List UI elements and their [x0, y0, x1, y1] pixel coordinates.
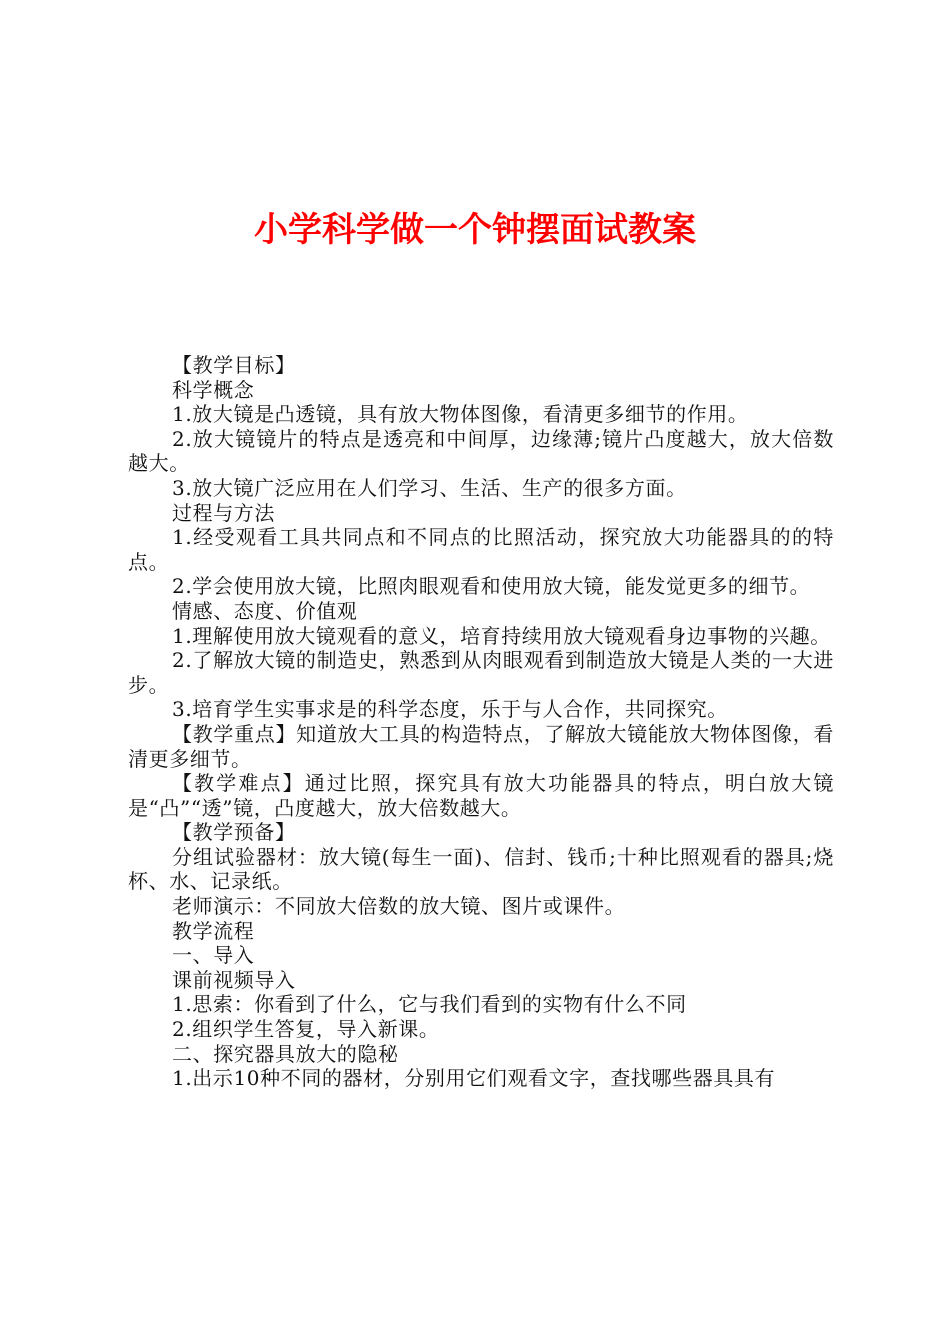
paragraph-difficulties: 【教学难点】通过比照，探究具有放大功能器具的特点，明白放大镜是“凸”“透”镜，凸度越大，放大倍数越大。	[128, 771, 834, 820]
subheading-process-methods: 过程与方法	[172, 500, 275, 525]
paragraph: 1.经受观看工具共同点和不同点的比照活动，探究放大功能器具的的特点。	[128, 525, 834, 574]
paragraph: 分组试验器材：放大镜(每生一面)、信封、钱币;十种比照观看的器具;烧杯、水、记录纸。	[128, 844, 834, 894]
subheading-concepts: 科学概念	[172, 377, 255, 402]
subheading-process: 教学流程	[172, 918, 255, 943]
paragraph: 2.学会使用放大镜，比照肉眼观看和使用放大镜，能发觉更多的细节。	[172, 574, 811, 599]
paragraph: 1.出示10种不同的器材，分别用它们观看文字，查找哪些器具具有	[172, 1066, 776, 1091]
paragraph: 1.思索：你看到了什么，它与我们看到的实物有什么不同	[172, 992, 687, 1017]
paragraph: 1.理解使用放大镜观看的意义，培育持续用放大镜观看身边事物的兴趣。	[172, 623, 831, 648]
paragraph: 老师演示：不同放大倍数的放大镜、图片或课件。	[172, 894, 626, 919]
document-body	[128, 353, 834, 1091]
subheading-values: 情感、态度、价值观	[172, 598, 358, 623]
paragraph-key-points: 【教学重点】知道放大工具的构造特点，了解放大镜能放大物体图像，看清更多细节。	[128, 721, 834, 771]
paragraph: 3.放大镜广泛应用在人们学习、生活、生产的很多方面。	[172, 475, 687, 500]
section-heading-objectives: 【教学目标】	[172, 353, 296, 377]
paragraph: 3.培育学生实事求是的科学态度，乐于与人合作，共同探究。	[172, 697, 728, 722]
subheading-intro: 一、导入	[172, 943, 255, 968]
paragraph: 课前视频导入	[172, 967, 296, 992]
paragraph: 2.组织学生答复，导入新课。	[172, 1017, 440, 1042]
subheading-explore: 二、探究器具放大的隐秘	[172, 1041, 399, 1066]
document-title: 小学科学做一个钟摆面试教案	[254, 210, 696, 250]
section-heading-preparation: 【教学预备】	[172, 820, 296, 845]
paragraph: 2.了解放大镜的制造史，熟悉到从肉眼观看到制造放大镜是人类的一大进步。	[128, 648, 834, 697]
paragraph: 1.放大镜是凸透镜，具有放大物体图像，看清更多细节的作用。	[172, 402, 749, 427]
paragraph: 2.放大镜镜片的特点是透亮和中间厚，边缘薄;镜片凸度越大，放大倍数越大。	[128, 426, 834, 476]
